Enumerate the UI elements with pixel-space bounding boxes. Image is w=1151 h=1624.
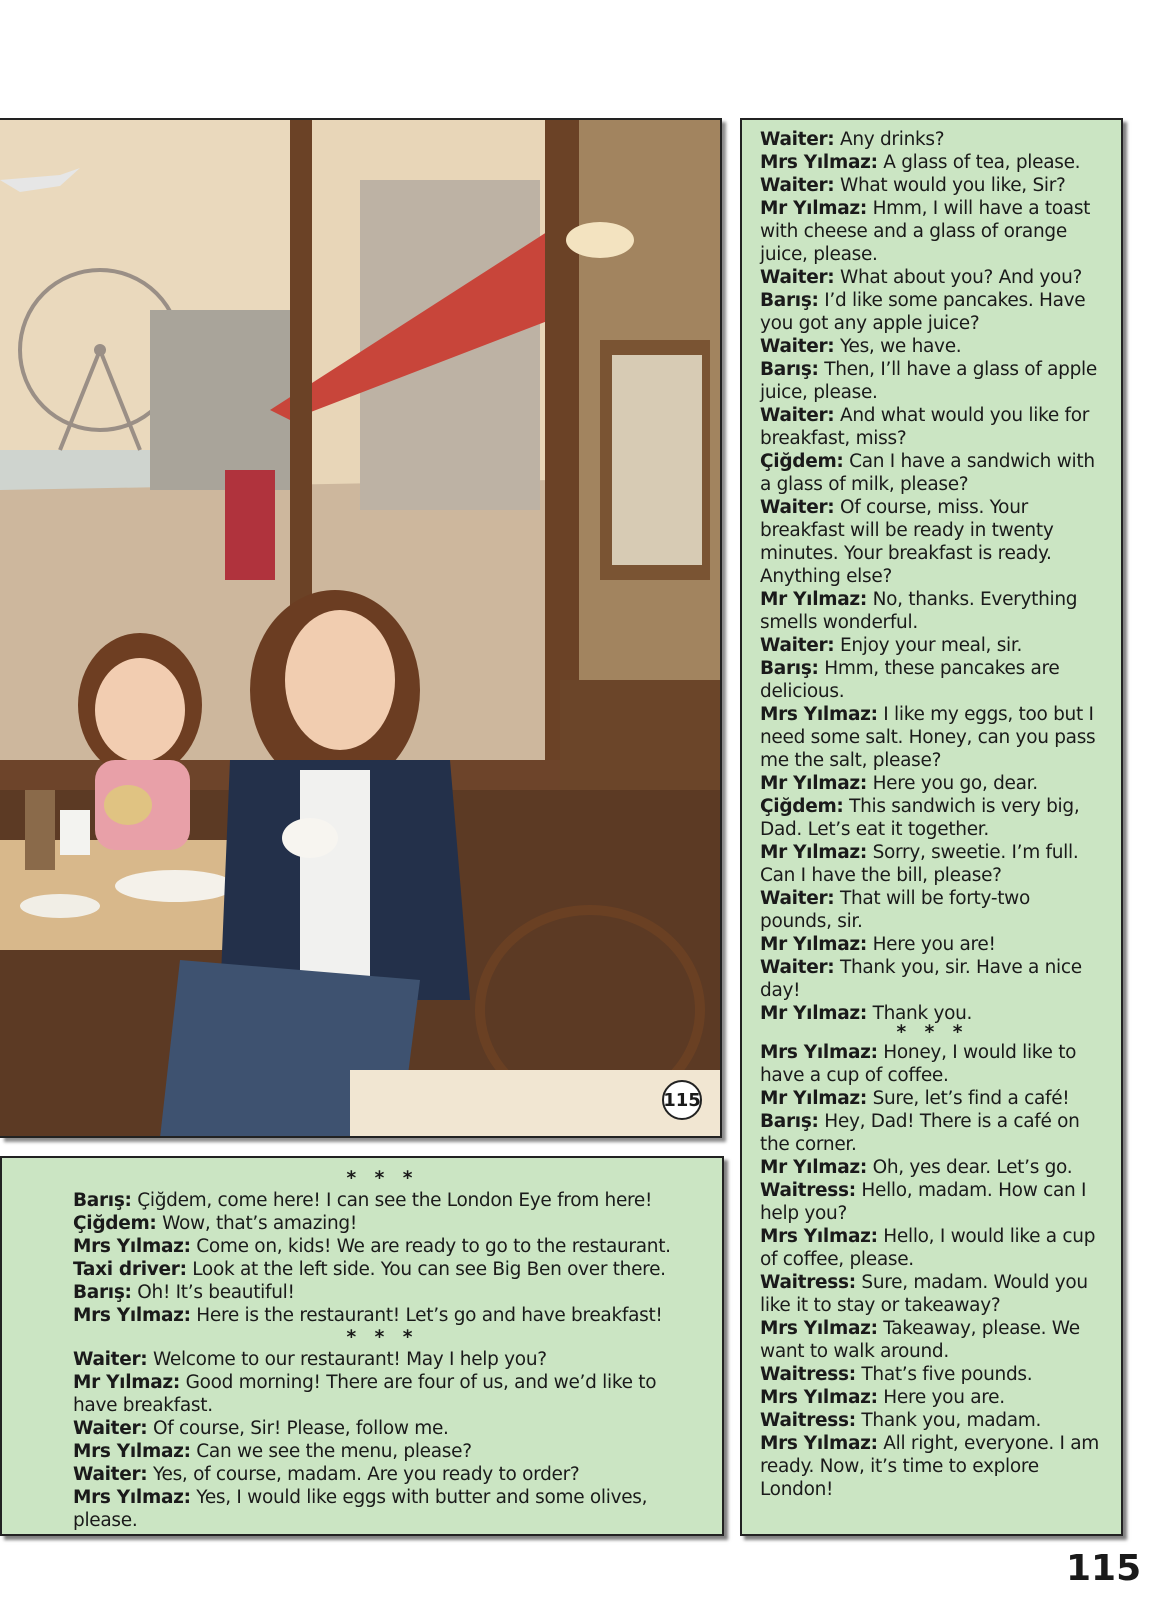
speaker-name: Waiter:: [73, 1349, 148, 1370]
dialogue-line: [760, 1409, 1105, 1432]
dialogue-text: Can we see the menu, please?: [190, 1441, 472, 1462]
dialogue-box-right: [740, 118, 1123, 1536]
dialogue-line: [73, 1212, 692, 1235]
dialogue-line: [760, 1110, 1105, 1156]
dialogue-text: Here is the restaurant! Let’s go and have breakfast!: [190, 1305, 663, 1326]
dialogue-text: Come on, kids! We are ready to go to the restaurant.: [190, 1236, 671, 1257]
dialogue-line: [760, 358, 1105, 404]
speaker-name: Mr Yılmaz:: [760, 198, 867, 219]
speaker-name: Barış:: [760, 1111, 819, 1132]
speaker-name: Çiğdem:: [73, 1213, 157, 1234]
speaker-name: Waiter:: [760, 888, 835, 909]
dialogue-line: [760, 174, 1105, 197]
dialogue-line: [760, 933, 1105, 956]
speaker-name: Waiter:: [760, 175, 835, 196]
dialogue-line: [760, 1386, 1105, 1409]
dialogue-text: Honey, I would like to have a cup of coffee.: [760, 1042, 1077, 1086]
speaker-name: Mr Yılmaz:: [760, 1088, 867, 1109]
dialogue-text: Takeaway, please. We want to walk around.: [760, 1318, 1080, 1362]
scene-break-stars: * * *: [896, 1022, 969, 1043]
dialogue-line: [73, 1463, 692, 1486]
dialogue-line: [760, 197, 1105, 266]
dialogue-text: Yes, I would like eggs with butter and some olives, please.: [73, 1487, 648, 1531]
dialogue-line: [760, 956, 1105, 1002]
speaker-name: Çiğdem:: [760, 796, 844, 817]
speaker-name: Barış:: [760, 658, 819, 679]
dialogue-line: [760, 335, 1105, 358]
dialogue-text: Any drinks?: [834, 129, 945, 150]
speaker-name: Barış:: [760, 359, 819, 380]
dialogue-line: [760, 1317, 1105, 1363]
speaker-name: Mrs Yılmaz:: [73, 1487, 191, 1508]
dialogue-text: Here you go, dear.: [866, 773, 1038, 794]
speaker-name: Mrs Yılmaz:: [73, 1441, 191, 1462]
dialogue-text: What would you like, Sir?: [834, 175, 1066, 196]
dialogue-text: A glass of tea, please.: [877, 152, 1081, 173]
dialogue-text: Hello, madam. How can I help you?: [760, 1180, 1087, 1224]
dialogue-box-left: [0, 1156, 724, 1536]
dialogue-text: Yes, of course, madam. Are you ready to order?: [147, 1464, 580, 1485]
dialogue-text: I like my eggs, too but I need some salt. Honey, can you pass me the salt, please?: [760, 704, 1096, 771]
speaker-name: Mrs Yılmaz:: [760, 1433, 878, 1454]
speaker-name: Waiter:: [760, 405, 835, 426]
dialogue-text: That will be forty-two pounds, sir.: [760, 888, 1030, 932]
speaker-name: Waiter:: [760, 267, 835, 288]
dialogue-text: Thank you.: [866, 1003, 973, 1024]
dialogue-text: Look at the left side. You can see Big Ben over there.: [186, 1259, 666, 1280]
dialogue-line: [760, 1041, 1105, 1087]
dialogue-text: Yes, we have.: [834, 336, 962, 357]
dialogue-line: [760, 1179, 1105, 1225]
dialogue-text: Çiğdem, come here! I can see the London Eye from here!: [131, 1190, 653, 1211]
cafe-scene-drawing: [0, 120, 720, 1138]
dialogue-text: Hey, Dad! There is a café on the corner.: [760, 1111, 1080, 1155]
speaker-name: Waiter:: [760, 497, 835, 518]
speaker-name: Waitress:: [760, 1364, 856, 1385]
speaker-name: Çiğdem:: [760, 451, 844, 472]
dialogue-text: Good morning! There are four of us, and we’d like to have breakfast.: [73, 1372, 657, 1416]
dialogue-line: [73, 1486, 692, 1532]
scene-break-stars: * * *: [346, 1168, 419, 1189]
speaker-name: Barış:: [760, 290, 819, 311]
dialogue-text: I’d like some pancakes. Have you got any apple juice?: [760, 290, 1086, 334]
dialogue-line: [760, 289, 1105, 335]
dialogue-text: Enjoy your meal, sir.: [834, 635, 1023, 656]
dialogue-text: And what would you like for breakfast, miss?: [760, 405, 1090, 449]
speaker-name: Mr Yılmaz:: [73, 1372, 180, 1393]
speaker-name: Mr Yılmaz:: [760, 589, 867, 610]
dialogue-text: Of course, miss. Your breakfast will be ready in twenty minutes. Your breakfast is ready. Anything else?: [760, 497, 1054, 587]
dialogue-line: [760, 588, 1105, 634]
speaker-name: Mr Yılmaz:: [760, 842, 867, 863]
dialogue-line: [760, 450, 1105, 496]
speaker-name: Mr Yılmaz:: [760, 934, 867, 955]
dialogue-text: This sandwich is very big, Dad. Let’s eat it together.: [760, 796, 1080, 840]
dialogue-text: Can I have a sandwich with a glass of milk, please?: [760, 451, 1095, 495]
cafe-illustration: [0, 118, 722, 1138]
speaker-name: Taxi driver:: [73, 1259, 187, 1280]
dialogue-line: [73, 1281, 692, 1304]
dialogue-line: [73, 1189, 692, 1212]
speaker-name: Waiter:: [73, 1418, 148, 1439]
dialogue-text: That’s five pounds.: [855, 1364, 1033, 1385]
dialogue-line: [760, 887, 1105, 933]
dialogue-text: Sure, let’s find a café!: [866, 1088, 1070, 1109]
dialogue-text: All right, everyone. I am ready. Now, it’s time to explore London!: [760, 1433, 1099, 1500]
speaker-name: Mrs Yılmaz:: [760, 1387, 878, 1408]
dialogue-line: [760, 404, 1105, 450]
dialogue-line: [760, 634, 1105, 657]
speaker-name: Waiter:: [760, 336, 835, 357]
dialogue-text: Here you are!: [866, 934, 996, 955]
dialogue-text: Hello, I would like a cup of coffee, please.: [760, 1226, 1096, 1270]
dialogue-line: [760, 703, 1105, 772]
speaker-name: Waiter:: [760, 129, 835, 150]
speaker-name: Mrs Yılmaz:: [73, 1305, 191, 1326]
dialogue-line: [760, 128, 1105, 151]
dialogue-line: [760, 772, 1105, 795]
dialogue-line: [760, 1087, 1105, 1110]
dialogue-text: Sure, madam. Would you like it to stay or takeaway?: [760, 1272, 1088, 1316]
dialogue-text: Here you are.: [877, 1387, 1005, 1408]
dialogue-text: Thank you, sir. Have a nice day!: [760, 957, 1082, 1001]
dialogue-line: [760, 1363, 1105, 1386]
dialogue-text: Wow, that’s amazing!: [156, 1213, 357, 1234]
dialogue-line: [760, 657, 1105, 703]
speaker-name: Waitress:: [760, 1180, 856, 1201]
dialogue-text: Hmm, I will have a toast with cheese and a glass of orange juice, please.: [760, 198, 1091, 265]
dialogue-text: Thank you, madam.: [855, 1410, 1042, 1431]
dialogue-line: [73, 1304, 692, 1327]
dialogue-line: [760, 1225, 1105, 1271]
dialogue-line: [760, 1271, 1105, 1317]
dialogue-line: [760, 496, 1105, 588]
dialogue-line: [760, 795, 1105, 841]
dialogue-text: No, thanks. Everything smells wonderful.: [760, 589, 1078, 633]
dialogue-text: Oh! It’s beautiful!: [131, 1282, 295, 1303]
dialogue-text: Oh, yes dear. Let’s go.: [866, 1157, 1073, 1178]
dialogue-text: Sorry, sweetie. I’m full. Can I have the bill, please?: [760, 842, 1079, 886]
dialogue-text: Hmm, these pancakes are delicious.: [760, 658, 1060, 702]
page-badge: 115: [662, 1080, 702, 1120]
dialogue-line: [73, 1348, 692, 1371]
dialogue-line: [760, 841, 1105, 887]
speaker-name: Mr Yılmaz:: [760, 1003, 867, 1024]
speaker-name: Waiter:: [760, 635, 835, 656]
dialogue-line: [760, 266, 1105, 289]
speaker-name: Mr Yılmaz:: [760, 1157, 867, 1178]
speaker-name: Mrs Yılmaz:: [760, 1226, 878, 1247]
dialogue-line: [73, 1371, 692, 1417]
dialogue-line: [73, 1440, 692, 1463]
speaker-name: Mrs Yılmaz:: [760, 152, 878, 173]
speaker-name: Mrs Yılmaz:: [760, 1318, 878, 1339]
speaker-name: Waiter:: [73, 1464, 148, 1485]
speaker-name: Mr Yılmaz:: [760, 773, 867, 794]
speaker-name: Mrs Yılmaz:: [73, 1236, 191, 1257]
dialogue-line: [73, 1258, 692, 1281]
speaker-name: Waitress:: [760, 1272, 856, 1293]
speaker-name: Mrs Yılmaz:: [760, 704, 878, 725]
dialogue-text: What about you? And you?: [834, 267, 1083, 288]
page-number: 115: [1066, 1548, 1142, 1589]
dialogue-line: [73, 1235, 692, 1258]
dialogue-text: Welcome to our restaurant! May I help you?: [147, 1349, 547, 1370]
speaker-name: Barış:: [73, 1282, 132, 1303]
dialogue-line: [73, 1417, 692, 1440]
dialogue-line: [760, 1432, 1105, 1501]
speaker-name: Waitress:: [760, 1410, 856, 1431]
speaker-name: Mrs Yılmaz:: [760, 1042, 878, 1063]
dialogue-line: [760, 151, 1105, 174]
dialogue-text: Of course, Sir! Please, follow me.: [147, 1418, 449, 1439]
speaker-name: Waiter:: [760, 957, 835, 978]
dialogue-line: [760, 1156, 1105, 1179]
speaker-name: Barış:: [73, 1190, 132, 1211]
dialogue-text: Then, I’ll have a glass of apple juice, please.: [760, 359, 1097, 403]
scene-break-stars: * * *: [346, 1327, 419, 1348]
